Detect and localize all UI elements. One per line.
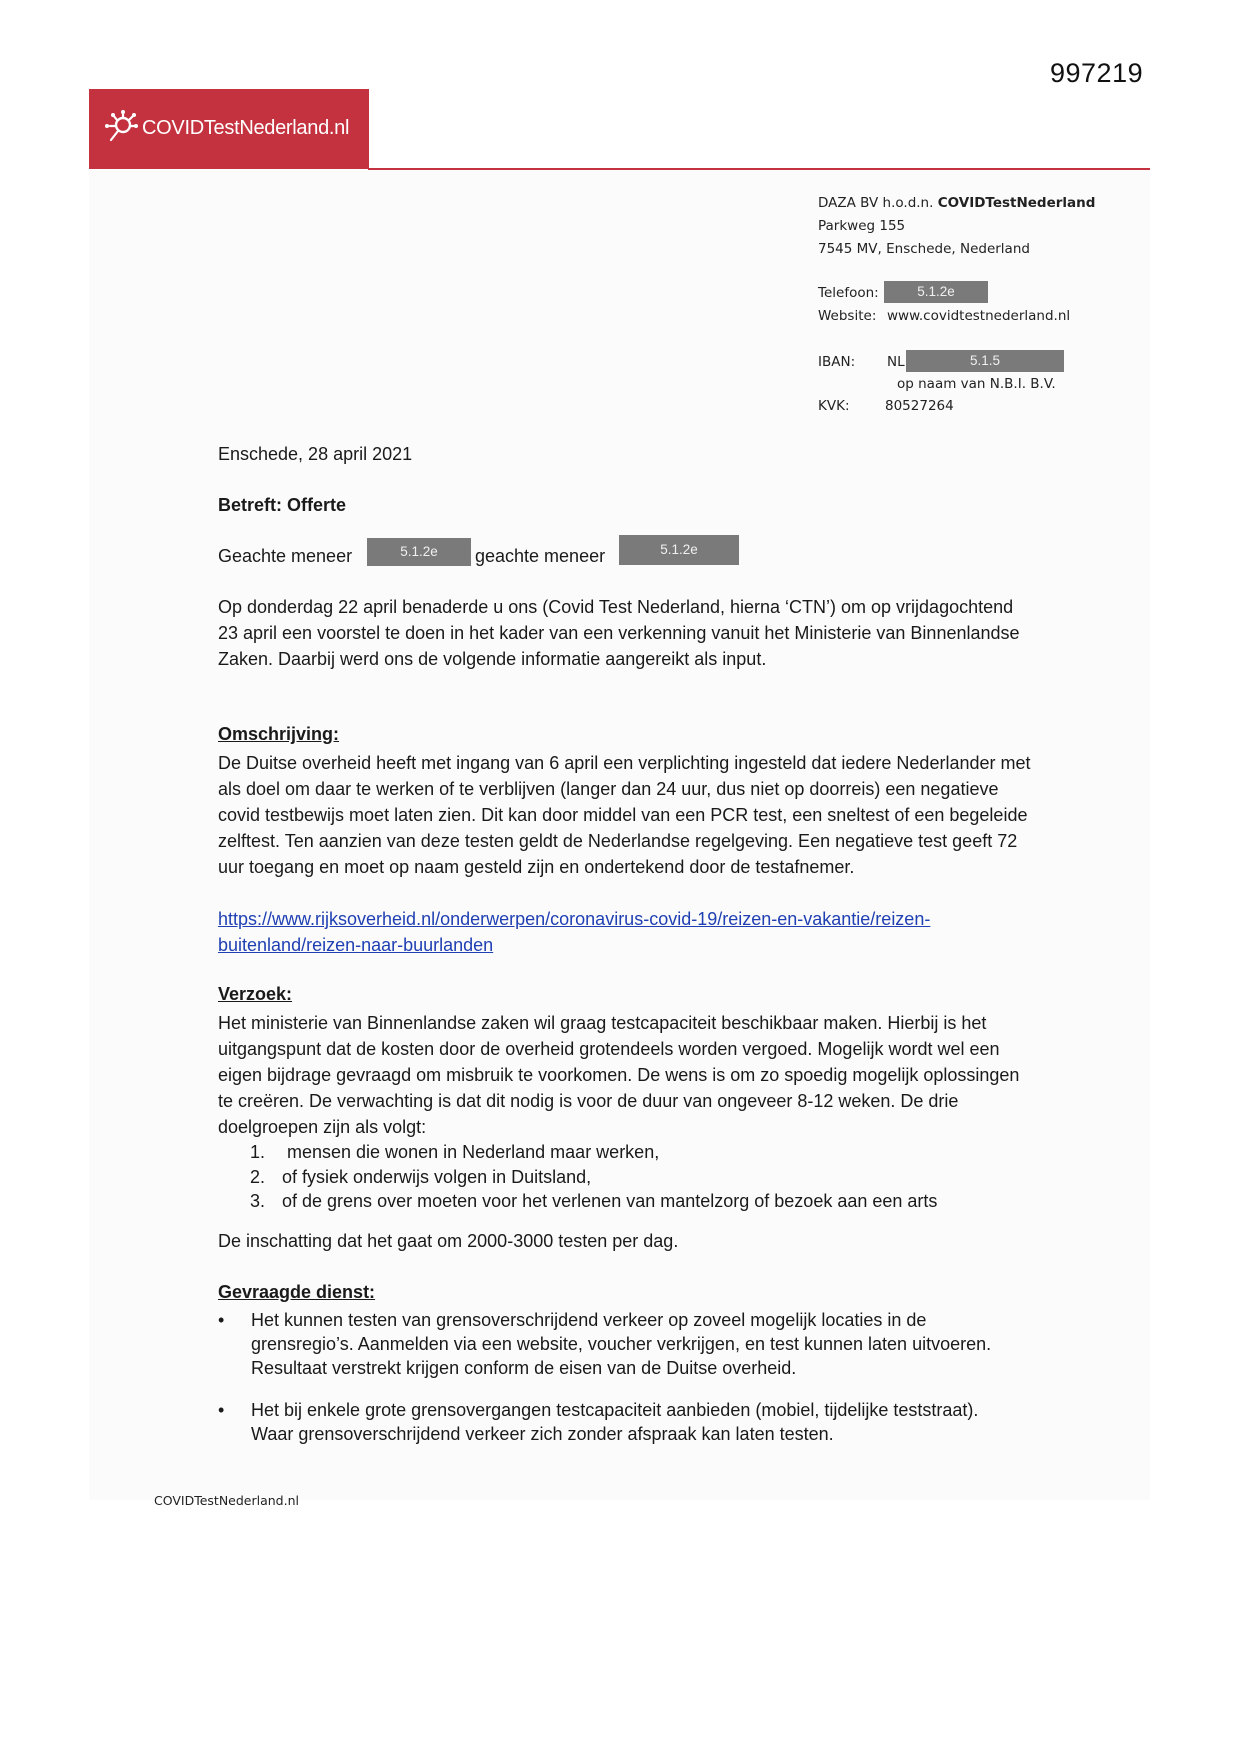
salutation-redaction-2: 5.1.2e	[619, 535, 739, 565]
verzoek-heading: Verzoek:	[218, 984, 293, 1004]
logo-text: COVIDTestNederland.nl	[142, 117, 350, 139]
bullet-icon: •	[218, 1310, 225, 1330]
salutation-part-1: Geachte meneer	[218, 546, 353, 566]
salutation-redaction-1: 5.1.2e	[367, 538, 471, 566]
gevraagde-dienst-heading: Gevraagde dienst:	[218, 1282, 376, 1302]
subject-line: Betreft: Offerte	[218, 495, 347, 515]
list-item: 3. of de grens over moeten voor het verlenen van mantelzorg of bezoek aan een arts	[250, 1191, 938, 1211]
sender-street: Parkweg 155	[818, 218, 906, 234]
reference-link-line-2[interactable]: buitenland/reizen-naar-buurlanden	[218, 935, 494, 955]
website-value: www.covidtestnederland.nl	[887, 308, 1071, 324]
virus-logo-icon	[103, 109, 139, 145]
document-number: 997219	[1050, 58, 1144, 88]
salutation-part-2: geachte meneer	[475, 546, 606, 566]
iban-prefix: NL	[887, 354, 905, 370]
intro-paragraph: Op donderdag 22 april benaderde u ons (Covid Test Nederland, hierna ‘CTN’) om op vrijdagochtend 23 april een voorstel te doen in het kader van een verkenning vanuit het Ministerie van Binnenlandse Zaken. Daarbij werd ons de volgende informatie aangereikt als input.	[218, 597, 1020, 669]
estimate-line: De inschatting dat het gaat om 2000-3000 testen per dag.	[218, 1231, 679, 1251]
iban-redaction: 5.1.5	[906, 350, 1064, 372]
kvk-value: 80527264	[885, 398, 954, 414]
omschrijving-heading: Omschrijving:	[218, 724, 340, 744]
footer-text: COVIDTestNederland.nl	[154, 1493, 299, 1508]
sender-city: 7545 MV, Enschede, Nederland	[818, 241, 1030, 257]
bullet-icon: •	[218, 1400, 225, 1420]
iban-label: IBAN:	[818, 354, 856, 370]
kvk-label: KVK:	[818, 398, 850, 414]
list-item: 2. of fysiek onderwijs volgen in Duitsland,	[250, 1166, 592, 1187]
reference-link-block	[218, 906, 1038, 958]
verzoek-paragraph: Het ministerie van Binnenlandse zaken wil graag testcapaciteit beschikbaar maken. Hierbij is het uitgangspunt dat de kosten door de overheid grotendeels worden vergoed. Mogelijk wordt wel een eigen bijdrage gevraagd om misbruik te voorkomen. De wens is om zo spoedig mogelijk oplossingen te creëren. De verwachting is dat dit nodig is voor de duur van ongeveer 8-12 weken. De drie doelgroepen zijn als volgt:	[218, 1013, 1020, 1137]
date-line: Enschede, 28 april 2021	[218, 444, 413, 464]
service-bullet-2: • Het bij enkele grote grensovergangen testcapaciteit aanbieden (mobiel, tijdelijke teststraat). Waar grensoverschrijdend verkeer zich zonder afspraak kan laten testen.	[218, 1400, 979, 1444]
target-groups-list	[250, 1140, 1030, 1214]
list-item: 1. mensen die wonen in Nederland maar werken,	[250, 1142, 660, 1162]
service-bullet-1: • Het kunnen testen van grensoverschrijdend verkeer op zoveel mogelijk locaties in de grensregio’s. Aanmelden via een website, voucher verkrijgen, en test kunnen laten uitvoeren. Resultaat verstrekt krijgen conform de eisen van de Duitse overheid.	[218, 1310, 992, 1378]
sender-line-1: DAZA BV h.o.d.n. COVIDTestNederland	[818, 195, 1096, 211]
brand-logo	[89, 89, 369, 169]
phone-label: Telefoon:	[818, 285, 879, 301]
header-rule	[368, 168, 1150, 170]
iban-holder: op naam van N.B.I. B.V.	[897, 376, 1056, 392]
website-label: Website:	[818, 308, 877, 324]
omschrijving-paragraph: De Duitse overheid heeft met ingang van 6 april een verplichting ingesteld dat iedere Nederlander met als doel om daar te werken of te verblijven (langer dan 24 uur, dus niet op doorreis) een negatieve covid testbewijs moet laten zien. Dit kan door middel van een PCR test, een sneltest of een begeleide zelftest. Ten aanzien van deze testen geldt de Nederlandse regelgeving. Een negatieve test geeft 72 uur toegang en moet op naam gesteld zijn en ondertekend door de testafnemer.	[218, 753, 1031, 877]
phone-redaction: 5.1.2e	[884, 281, 988, 303]
reference-link-line-1[interactable]: https://www.rijksoverheid.nl/onderwerpen/coronavirus-covid-19/reizen-en-vakantie/reizen-	[218, 909, 931, 929]
